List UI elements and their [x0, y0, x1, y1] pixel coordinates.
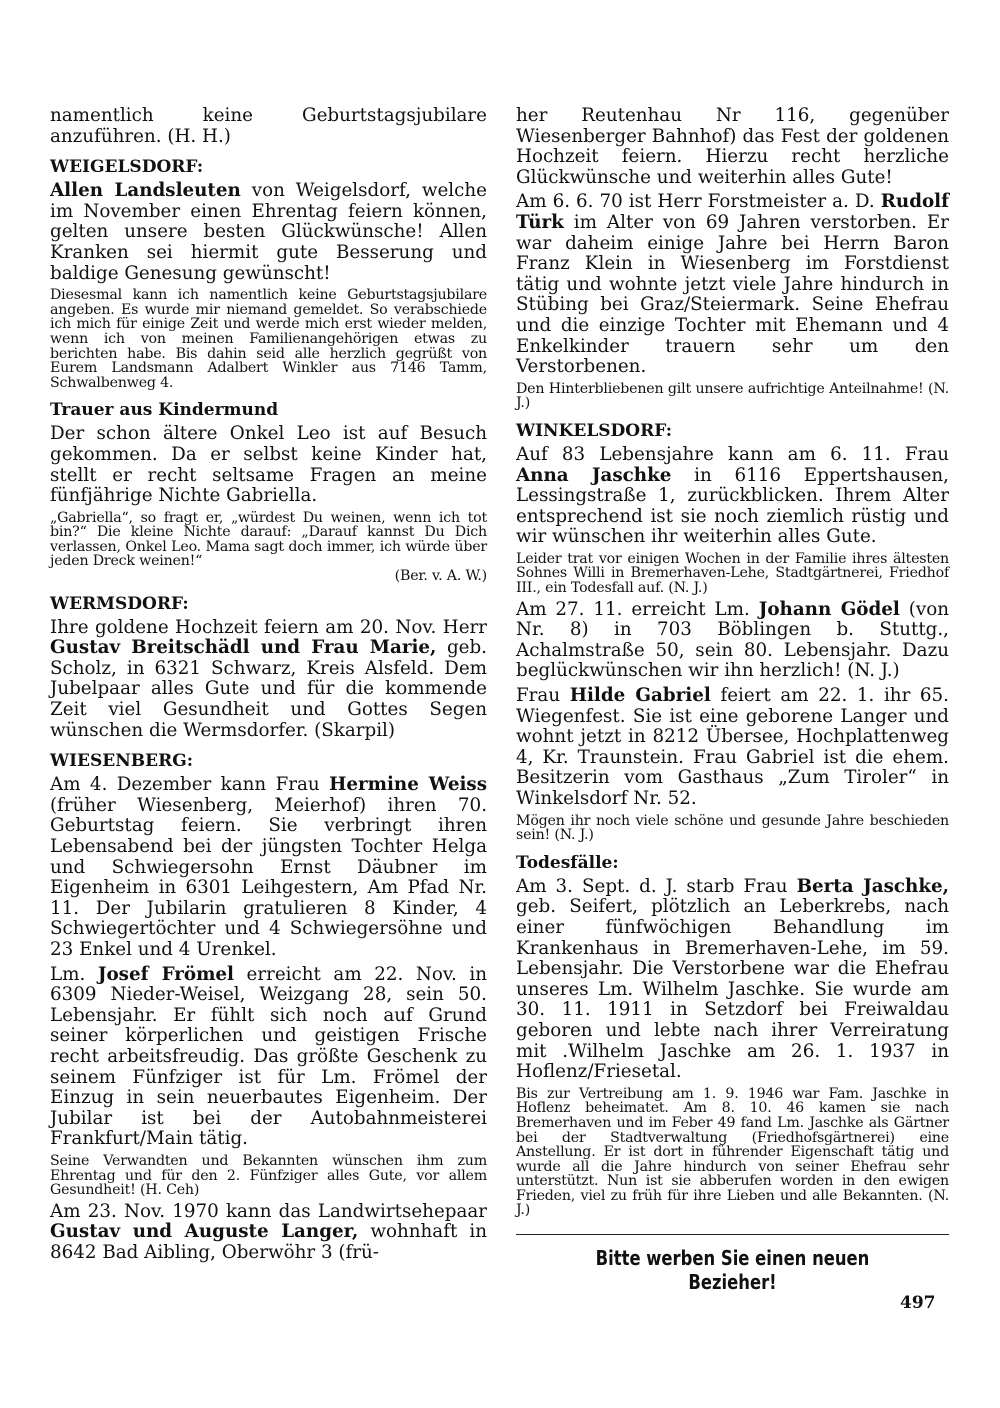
bold-name: WERMSDORF: [50, 593, 189, 614]
section-heading [50, 751, 487, 771]
bold-name: Hermine Weiss [329, 774, 488, 796]
bold-name: Josef Frömel [97, 963, 234, 985]
paragraph [516, 877, 949, 1083]
text-segment: Den Hinterbliebenen gilt unsere aufrichtige Anteilnahme! (N. J.) [516, 380, 949, 412]
paragraph [516, 106, 949, 188]
text-segment: Mögen ihr noch viele schöne und gesunde Jahre beschieden sein! (N. J.) [516, 812, 949, 844]
text-segment: Diesesmal kann ich namentlich keine Geburtstagsjubilare angeben. Es wurde mir niemand gemeldet. So verabschiede ich mich für einige Zeit und werde mich erst wieder melden, wenn ich von meinen Familienangehörigen etwas zu berichten habe. Bis dahin seid alle herzlich gegrüßt von Eurem Landsmann Adalbert Winkler aus 7146 Tamm, Schwalbenweg 4. [50, 287, 487, 391]
bold-name: Gustav Breitschädl und Frau Marie, [50, 637, 437, 659]
text-segment: in 6116 Eppertshausen, Lessingstraße 1, zurückblicken. Ihrem Alter entsprechend ist sie noch ziemlich rüstig und wir wünschen ihr weiterhin alles Gute. [516, 464, 949, 548]
text-segment: geb. Seifert, plötzlich an Leberkrebs, nach einer fünfwöchigen Behandlung im Krankenhaus in Bremerhaven-Lehe, im 59. Lebensjahr. Die Verstorbene war die Ehefrau unseres Lm. Wilhelm Jaschke. Sie wurde am 30. 11. 1911 in Setzdorf bei Freiwaldau geboren und lebte nach ihrer Verreiratung mit .Wilhelm Jaschke am 26. 1. 1937 in Hoflenz/Friesetal. [516, 896, 949, 1083]
text-segment: (von Nr. 8) in 703 Böblingen b. Stuttg., Achalmstraße 50, sein 80. Lebensjahr. Dazu beglückwünschen wir ihn herzlich! (N. J.) [516, 598, 949, 682]
text-segment: feiert am 22. 1. ihr 65. Wiegenfest. Sie ist eine geborene Langer und wohnt jetzt in 8212 Übersee, Hochplattenweg 4, Kr. Traunstein. Frau Gabriel ist die ehem. Besitzerin vom Gasthaus „Zum Tiroler“ in Winkelsdorf Nr. 52. [516, 685, 949, 809]
text-segment: Am 6. 6. 70 ist Herr Forstmeister a. D. [516, 191, 881, 213]
paragraph [516, 445, 949, 548]
paragraph [516, 686, 949, 810]
text-segment: erreicht am 22. Nov. in 6309 Nieder-Weisel, Weizgang 28, sein 50. Lebensjahr. Er fühlt sich noch auf Grund seiner körperlichen und geistigen Frische recht arbeitsfreudig. Das größte Geschenk zu seinem Fünfziger ist für Lm. Frömel der Einzug in sein neuerbautes Eigenheim. Der Jubilar ist bei der Autobahnmeisterei Frankfurt/Main tätig. [50, 963, 487, 1150]
slogan: Bitte werben Sie einen neuen Bezieher! [595, 1246, 870, 1294]
bold-name: Allen Landsleuten [50, 180, 241, 202]
bold-name: Trauer aus Kindermund [50, 400, 279, 421]
text-segment: Lm. [50, 963, 98, 985]
paragraph [50, 965, 487, 1150]
paragraph [50, 618, 487, 742]
text-segment: namentlich keine Geburtstagsjubilare anzuführen. (H. H.) [50, 105, 487, 147]
text-segment: im Alter von 69 Jahren verstorben. Er war daheim einige Jahre bei Herrn Baron Franz Klein in Wiesenberg im Forstdienst tätig und wohnte jetzt viele Jahre hindurch in Stübing bei Graz/Steiermark. Seine Ehefrau und die einzige Tochter mit Ehemann und 4 Enkelkinder trauern sehr um den Verstorbenen. [516, 211, 949, 378]
paragraph [50, 424, 487, 506]
text-segment: geb. Scholz, in 6321 Schwarz, Kreis Alsfeld. Dem Jubelpaar alles Gute und für die kommende Zeit viel Gesundheit und Gottes Segen wünschen die Wermsdorfer. (Skarpil) [50, 637, 487, 741]
section-heading [516, 421, 949, 441]
text-segment: Am 23. Nov. 1970 kann das Landwirtsehepaar [50, 1200, 487, 1222]
bold-name: Gustav und Auguste Langer, [50, 1221, 359, 1243]
bold-name: Rudolf Türk [516, 191, 949, 233]
small-print-paragraph [50, 1154, 487, 1198]
section-heading [516, 853, 949, 873]
divider [516, 1234, 949, 1235]
signature: (Ber. v. A. W.) [394, 568, 487, 585]
bold-name: WIESENBERG: [50, 751, 194, 772]
small-print-paragraph [516, 382, 949, 411]
text-segment: Leider trat vor einigen Wochen in der Familie ihres ältesten Sohnes Willi in Bremerhaven-Lehe, Stadtgärtnerei, Friedhof III., ein Todesfall auf. (N. J.) [516, 550, 949, 597]
text-segment: Auf 83 Lebensjahre kann am 6. 11. Frau [516, 443, 949, 465]
bold-name: Hilde Gabriel [569, 685, 711, 707]
bold-name: Johann Gödel [758, 598, 900, 620]
page-number: 497 [900, 1293, 936, 1313]
small-print-paragraph [50, 288, 487, 390]
bold-name: Todesfälle: [516, 852, 619, 873]
bold-name: WINKELSDORF: [516, 420, 672, 441]
text-segment: Ihre goldene Hochzeit feiern am 20. Nov. Herr [50, 616, 487, 638]
paragraph [50, 1202, 487, 1264]
paragraph [50, 775, 487, 960]
text-segment: Am 27. 11. erreicht Lm. [516, 598, 759, 620]
text-segment: (früher Wiesenberg, Meierhof) ihren 70. Geburtstag feiern. Sie verbringt ihren Lebensabend bei der jüngsten Tochter Helga und Schwiegersohn Ernst Däubner im Eigenheim in 6301 Leihgestern, Am Pfad Nr. 11. Der Jubilarin gratulieren 8 Kinder, 4 Schwiegertöchter und 4 Schwiegersöhne und 23 Enkel und 4 Urenkel. [50, 794, 487, 960]
text-segment: Der schon ältere Onkel Leo ist auf Besuch gekommen. Da er selbst keine Kinder hat, stellt er recht seltsame Fragen an meine fünfjährige Nichte Gabriella. [50, 423, 487, 507]
paragraph [516, 192, 949, 377]
text-segment: Frau [516, 685, 570, 707]
text-segment: wohnhaft in 8642 Bad Aibling, Oberwöhr 3 (frü- [50, 1221, 487, 1263]
bold-name: Anna Jaschke [516, 464, 672, 486]
paragraph [50, 181, 487, 284]
text-segment: Bis zur Vertreibung am 1. 9. 1946 war Fam. Jaschke in Hoflenz beheimatet. Am 8. 10. 46 kamen sie nach Bremerhaven und im Feber 49 fand Lm. Jaschke als Gärtner bei der Stadtverwaltung (Friedhofsgärtnerei) eine Anstellung. Er ist dort in führender Eigenschaft tätig und wurde all die Jahre hindurch von seiner Ehefrau sehr unterstützt. Nun ist sie abberufen worden in den ewigen Frieden, viel zu früh für ihre Lieben und alle Bekannten. (N. J.) [516, 1085, 949, 1219]
section-heading [50, 157, 487, 177]
text-segment: von Weigelsdorf, welche im November einen Ehrentag feiern können, gelten unsere besten Glückwünsche! Allen Kranken sei hiermit gute Besserung und baldige Genesung gewünscht! [50, 180, 487, 284]
left-column [50, 106, 487, 1267]
small-print-paragraph [50, 511, 487, 584]
section-heading [50, 594, 487, 614]
text-segment: „Gabriella“, so fragt er, „würdest Du weinen, wenn ich tot bin?“ Die kleine Nichte darauf: „Darauf kannst Du Dich verlassen, Onkel Leo. Mama sagt doch immer, ich würde über jeden Dreck weinen!“ [50, 509, 487, 570]
text-segment: Am 4. Dezember kann Frau [50, 774, 330, 796]
bold-name: Berta Jaschke, [796, 875, 949, 897]
bold-name: WEIGELSDORF: [50, 157, 204, 178]
paragraph [516, 600, 949, 682]
small-print-paragraph [516, 814, 949, 843]
text-segment: Seine Verwandten und Bekannten wünschen ihm zum Ehrentag und für den 2. Fünfziger alles Gute, vor allem Gesundheit! (H. Ceh) [50, 1152, 487, 1199]
text-segment: Am 3. Sept. d. J. starb Frau [516, 875, 797, 897]
right-column [516, 106, 949, 1222]
small-print-paragraph [516, 552, 949, 596]
paragraph [50, 106, 487, 147]
text-segment: her Reutenhau Nr 116, gegenüber Wiesenberger Bahnhof) das Fest der goldenen Hochzeit feiern. Hierzu recht herzliche Glückwünsche und weiterhin alles Gute! [516, 105, 949, 188]
small-print-paragraph [516, 1087, 949, 1218]
section-heading [50, 400, 487, 420]
